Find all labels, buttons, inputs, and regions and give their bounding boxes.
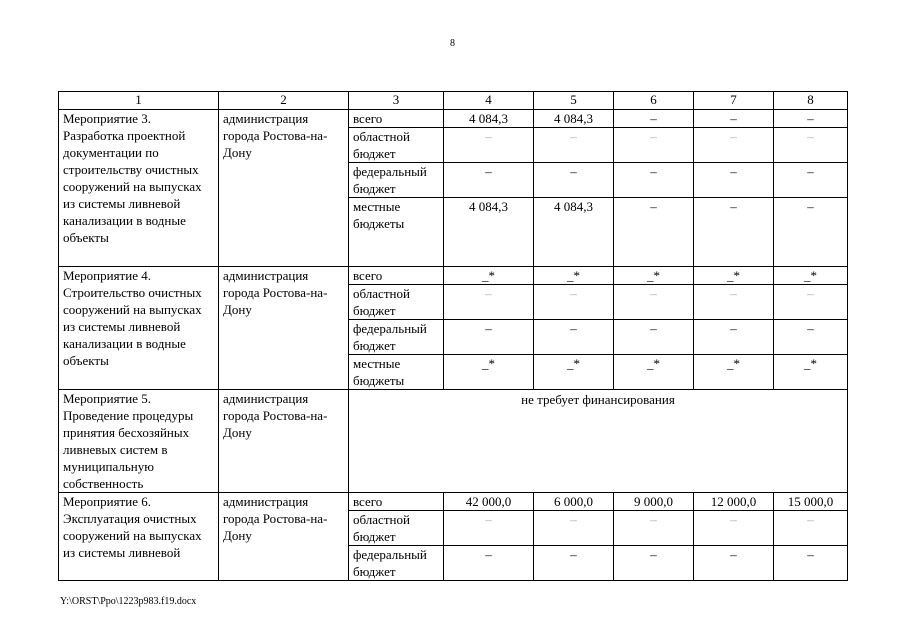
- value-cell: _*: [694, 267, 774, 285]
- funding-source: федеральный бюджет: [349, 546, 444, 581]
- column-header: 2: [219, 92, 349, 110]
- value-cell: 4 084,3: [444, 110, 534, 128]
- value-cell: 4 084,3: [534, 198, 614, 267]
- funding-source: всего: [349, 493, 444, 511]
- column-header: 4: [444, 92, 534, 110]
- value-cell: –: [614, 511, 694, 546]
- value-cell: _*: [534, 355, 614, 390]
- value-cell: –: [774, 128, 848, 163]
- value-cell: –: [614, 285, 694, 320]
- value-cell: 15 000,0: [774, 493, 848, 511]
- funding-source: областной бюджет: [349, 285, 444, 320]
- value-cell: –: [534, 320, 614, 355]
- value-cell: –: [774, 511, 848, 546]
- value-cell: –: [614, 110, 694, 128]
- column-header: 6: [614, 92, 694, 110]
- table-row: [59, 267, 848, 285]
- column-header: 5: [534, 92, 614, 110]
- value-cell: –: [774, 546, 848, 581]
- value-cell: –: [614, 128, 694, 163]
- column-header: 3: [349, 92, 444, 110]
- value-cell: –: [444, 320, 534, 355]
- column-header: 7: [694, 92, 774, 110]
- table-row: [59, 390, 848, 493]
- event-title: Мероприятие 5. Проведение процедуры принятия бесхозяйных ливневых систем в муниципальную собственность: [59, 390, 219, 493]
- value-cell: –: [774, 110, 848, 128]
- value-cell: –: [774, 163, 848, 198]
- value-cell: –: [694, 511, 774, 546]
- budget-table: [58, 91, 848, 581]
- table-row: [59, 493, 848, 511]
- value-cell: –: [534, 128, 614, 163]
- page-number: 8: [450, 38, 455, 49]
- value-cell: 4 084,3: [534, 110, 614, 128]
- value-cell: –: [614, 546, 694, 581]
- value-cell: 42 000,0: [444, 493, 534, 511]
- value-cell: –: [774, 198, 848, 267]
- funding-source: местные бюджеты: [349, 355, 444, 390]
- value-cell: _*: [534, 267, 614, 285]
- value-cell: –: [774, 320, 848, 355]
- event-executor: администрация города Ростова-на-Дону: [219, 493, 349, 581]
- funding-source: областной бюджет: [349, 511, 444, 546]
- value-cell: –: [694, 110, 774, 128]
- value-cell: –: [694, 163, 774, 198]
- value-cell: –: [694, 198, 774, 267]
- event-executor: администрация города Ростова-на-Дону: [219, 267, 349, 390]
- value-cell: –: [444, 163, 534, 198]
- value-cell: –: [534, 511, 614, 546]
- value-cell: 6 000,0: [534, 493, 614, 511]
- value-cell: –: [614, 163, 694, 198]
- value-cell: –: [614, 320, 694, 355]
- column-header: 1: [59, 92, 219, 110]
- value-cell: –: [444, 128, 534, 163]
- value-cell: –: [444, 511, 534, 546]
- value-cell: –: [694, 128, 774, 163]
- event-title: Мероприятие 3. Разработка проектной документации по строительству очистных сооружений на выпусках из системы ливневой канализации в водные объекты: [59, 110, 219, 267]
- value-cell: 12 000,0: [694, 493, 774, 511]
- event-executor: администрация города Ростова-на-Дону: [219, 390, 349, 493]
- table-row: [59, 110, 848, 128]
- header-row: [59, 92, 848, 110]
- value-cell: _*: [444, 267, 534, 285]
- value-cell: 9 000,0: [614, 493, 694, 511]
- value-cell: _*: [614, 267, 694, 285]
- funding-source: всего: [349, 267, 444, 285]
- funding-source: федеральный бюджет: [349, 163, 444, 198]
- value-cell: –: [534, 163, 614, 198]
- funding-source: областной бюджет: [349, 128, 444, 163]
- value-cell: –: [444, 285, 534, 320]
- funding-source: местные бюджеты: [349, 198, 444, 267]
- value-cell: _*: [774, 267, 848, 285]
- value-cell: _*: [444, 355, 534, 390]
- value-cell: _*: [694, 355, 774, 390]
- value-cell: –: [694, 320, 774, 355]
- footer-file-path: Y:\ORST\Ppo\1223p983.f19.docx: [60, 596, 197, 607]
- event-executor: администрация города Ростова-на-Дону: [219, 110, 349, 267]
- value-cell: –: [694, 546, 774, 581]
- value-cell: 4 084,3: [444, 198, 534, 267]
- no-funding-note: не требует финансирования: [349, 390, 848, 493]
- funding-source: федеральный бюджет: [349, 320, 444, 355]
- value-cell: –: [534, 285, 614, 320]
- value-cell: –: [614, 198, 694, 267]
- funding-source: всего: [349, 110, 444, 128]
- value-cell: –: [694, 285, 774, 320]
- event-title: Мероприятие 6. Эксплуатация очистных сооружений на выпусках из системы ливневой: [59, 493, 219, 581]
- event-title: Мероприятие 4. Строительство очистных сооружений на выпусках из системы ливневой канализации в водные объекты: [59, 267, 219, 390]
- value-cell: –: [774, 285, 848, 320]
- value-cell: _*: [774, 355, 848, 390]
- column-header: 8: [774, 92, 848, 110]
- value-cell: –: [444, 546, 534, 581]
- value-cell: –: [534, 546, 614, 581]
- value-cell: _*: [614, 355, 694, 390]
